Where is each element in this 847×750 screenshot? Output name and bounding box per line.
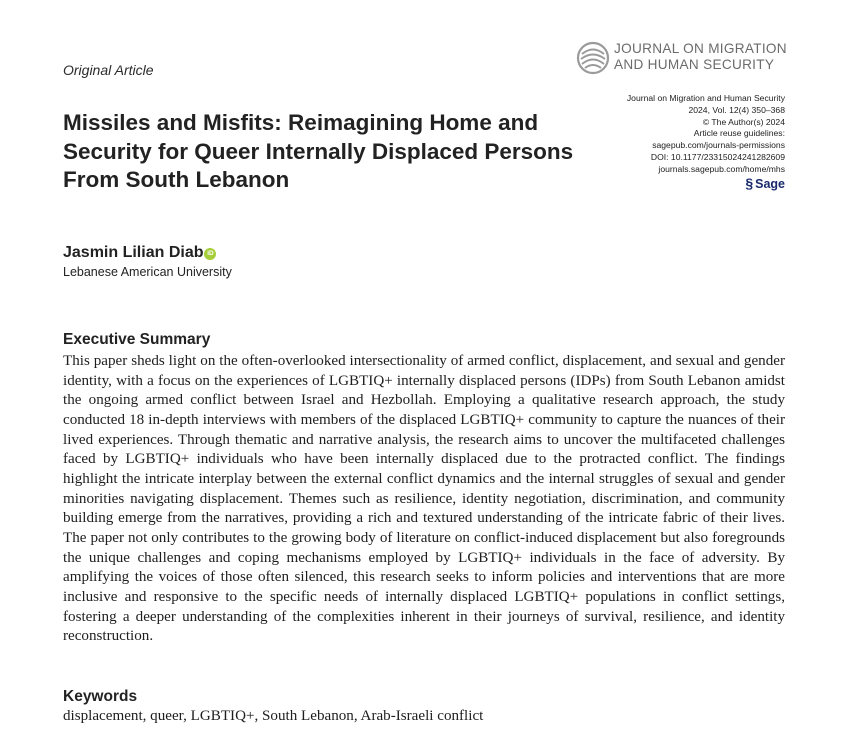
publisher-logo	[745, 174, 785, 191]
executive-summary-text: This paper sheds light on the often-overlooked intersectionality of armed conflict, displacement, and sexual and gender identity, with a focus on the experiences of LGBTIQ+ internally displaced persons (IDPs) from South Lebanon amidst the ongoing armed conflict between Israel and Hezbollah. Employing a qualitative research approach, the study conducted 18 in-depth interviews with members of the displaced LGBTIQ+ community to capture the nuances of their lived experiences. Through thematic and narrative analysis, the research aims to uncover the multifaceted challenges faced by LGBTIQ+ individuals who have been internally displaced due to the protracted conflict. The findings highlight the intricate interplay between the external conflict dynamics and the internal struggles of sexual and gender minorities navigating displacement. Themes such as resilience, identity negotiation, discrimination, and community building emerge from the narratives, providing a rich and textured understanding of the intricate fabric of their lives. The paper not only contributes to the growing body of literature on conflict-induced displacement but also foregrounds the unique challenges and coping mechanisms employed by LGBTIQ+ individuals in the face of adversity. By amplifying the voices of those often silenced, this research seeks to inform policies and interventions that are more inclusive and responsive to the specific needs of internally displaced LGBTIQ+ populations in conflict settings, fostering a deeper understanding of the complexities inherent in their journeys of survival, resilience, and identity reconstruction.	[63, 353, 785, 645]
keywords-heading: Keywords	[63, 688, 138, 705]
meta-volume: 2024, Vol. 12(4) 350–368	[688, 104, 785, 115]
author-line	[63, 244, 216, 262]
journal-logo	[576, 41, 791, 77]
executive-summary-heading: Executive Summary	[63, 331, 211, 348]
meta-doi[interactable]: DOI: 10.1177/23315024241282609	[650, 151, 785, 162]
journal-logo-line1: JOURNAL ON MIGRATION	[614, 41, 787, 56]
sage-s-icon: §	[745, 174, 754, 191]
author-affiliation: Lebanese American University	[63, 265, 232, 279]
orcid-icon[interactable]: iD	[204, 248, 216, 260]
meta-copyright: © The Author(s) 2024	[702, 116, 785, 127]
author-name: Jasmin Lilian Diab	[63, 244, 204, 261]
journal-logo-text	[614, 41, 787, 72]
publisher-name: Sage	[755, 176, 785, 191]
meta-journal-name: Journal on Migration and Human Security	[626, 93, 785, 103]
meta-home-link[interactable]: journals.sagepub.com/home/mhs	[658, 163, 785, 174]
article-type: Original Article	[63, 62, 154, 78]
journal-logo-icon	[576, 41, 610, 75]
meta-reuse-label: Article reuse guidelines:	[693, 128, 785, 139]
keywords-text: displacement, queer, LGBTIQ+, South Lebanon, Arab-Israeli conflict	[63, 708, 484, 724]
journal-logo-line2: AND HUMAN SECURITY	[614, 56, 775, 72]
article-title: Missiles and Misfits: Reimagining Home and Security for Queer Internally Displaced Persons From South Lebanon	[63, 110, 574, 192]
meta-reuse-link[interactable]: sagepub.com/journals-permissions	[652, 140, 785, 151]
